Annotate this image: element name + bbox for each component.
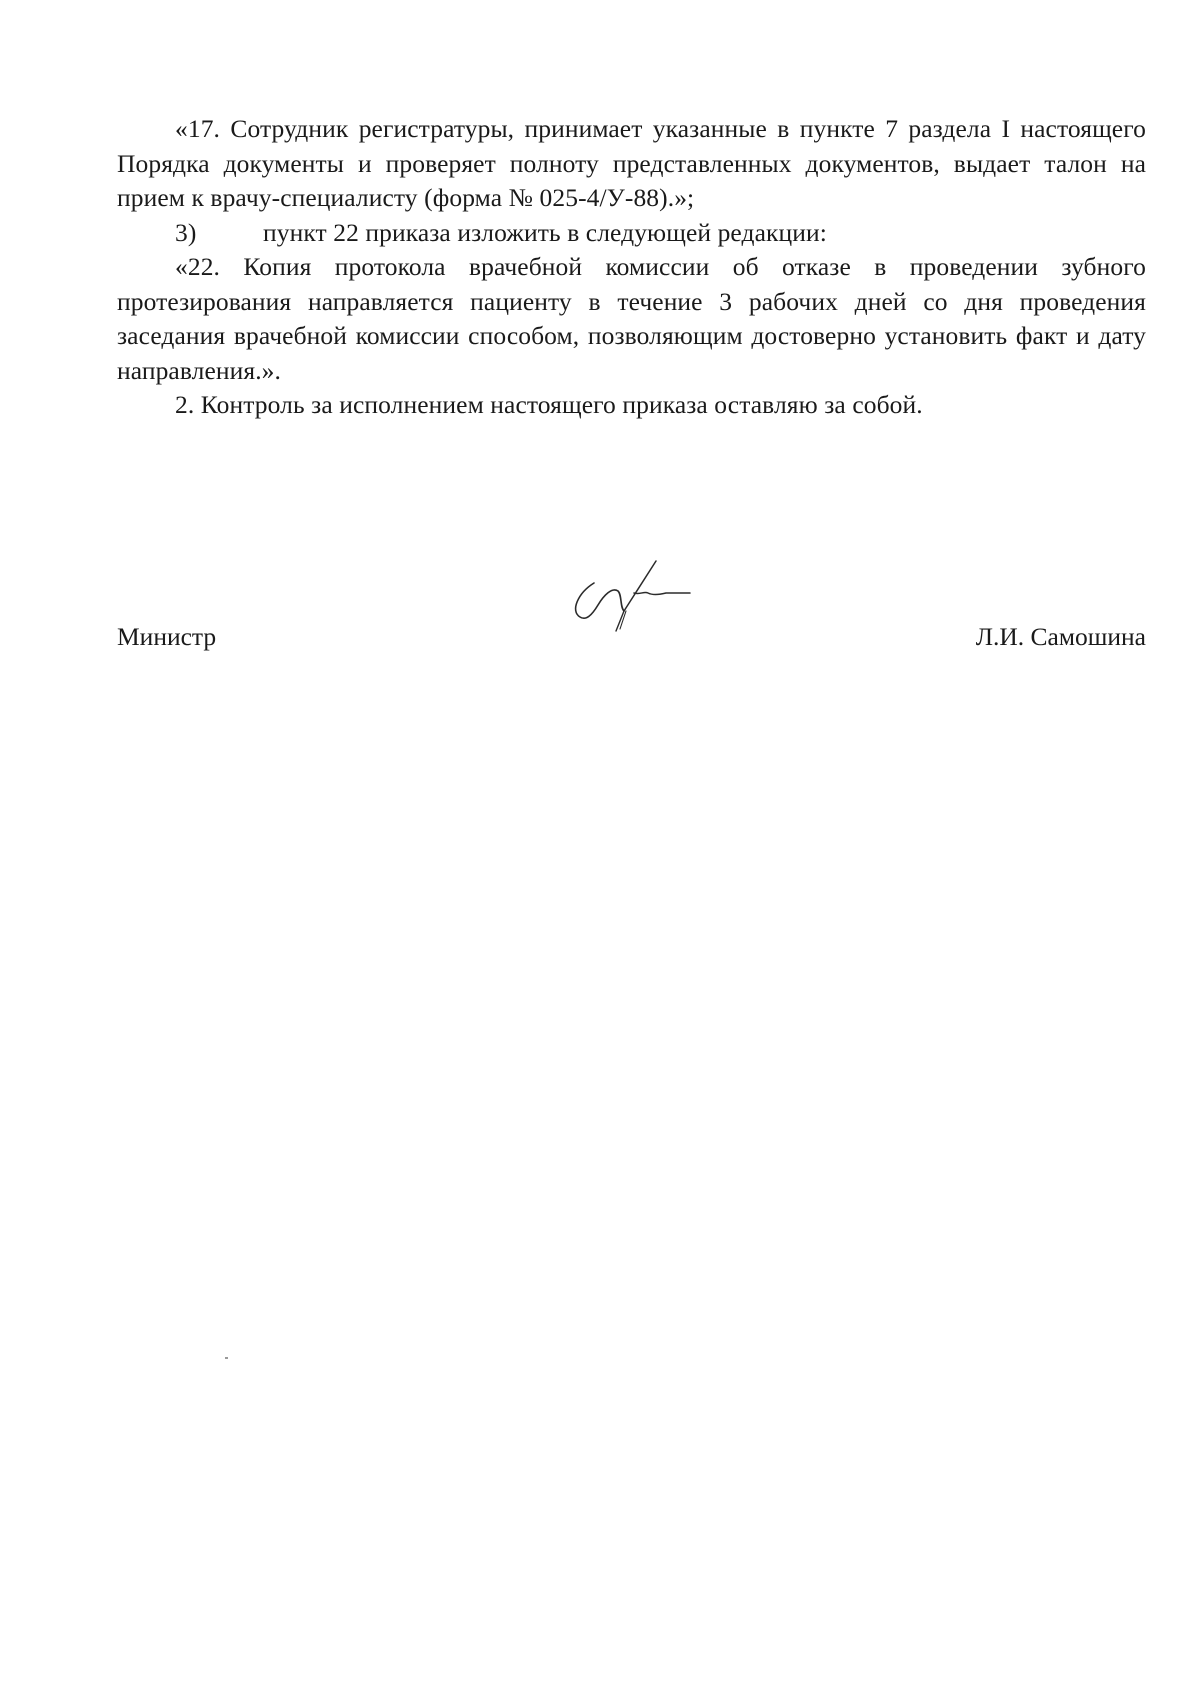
numbered-item-3: [117, 216, 1146, 251]
paragraph-item-22: «22. Копия протокола врачебной комиссии об отказе в проведении зубного протезирования направляется пациенту в течение 3 рабочих дней со дня проведения заседания врачебной комиссии способом, позволяющим достоверно установить факт и дату направления.».: [117, 252, 1146, 385]
scan-speck: [225, 1357, 228, 1359]
signature-block: [117, 622, 1146, 662]
document-body: [117, 112, 1146, 423]
paragraph-control: 2. Контроль за исполнением настоящего приказа оставляю за собой.: [175, 390, 923, 419]
signer-name: Л.И. Самошина: [975, 622, 1146, 651]
signer-role: Министр: [117, 622, 217, 651]
paragraph-item-17: «17. Сотрудник регистратуры, принимает указанные в пункте 7 раздела I настоящего Порядка документы и проверяет полноту представленных документов, выдает талон на прием к врачу-специалисту (форма № 025-4/У-88).»;: [117, 114, 1146, 212]
item-number: 3): [175, 217, 197, 247]
item-text: пункт 22 приказа изложить в следующей редакции:: [263, 217, 827, 247]
